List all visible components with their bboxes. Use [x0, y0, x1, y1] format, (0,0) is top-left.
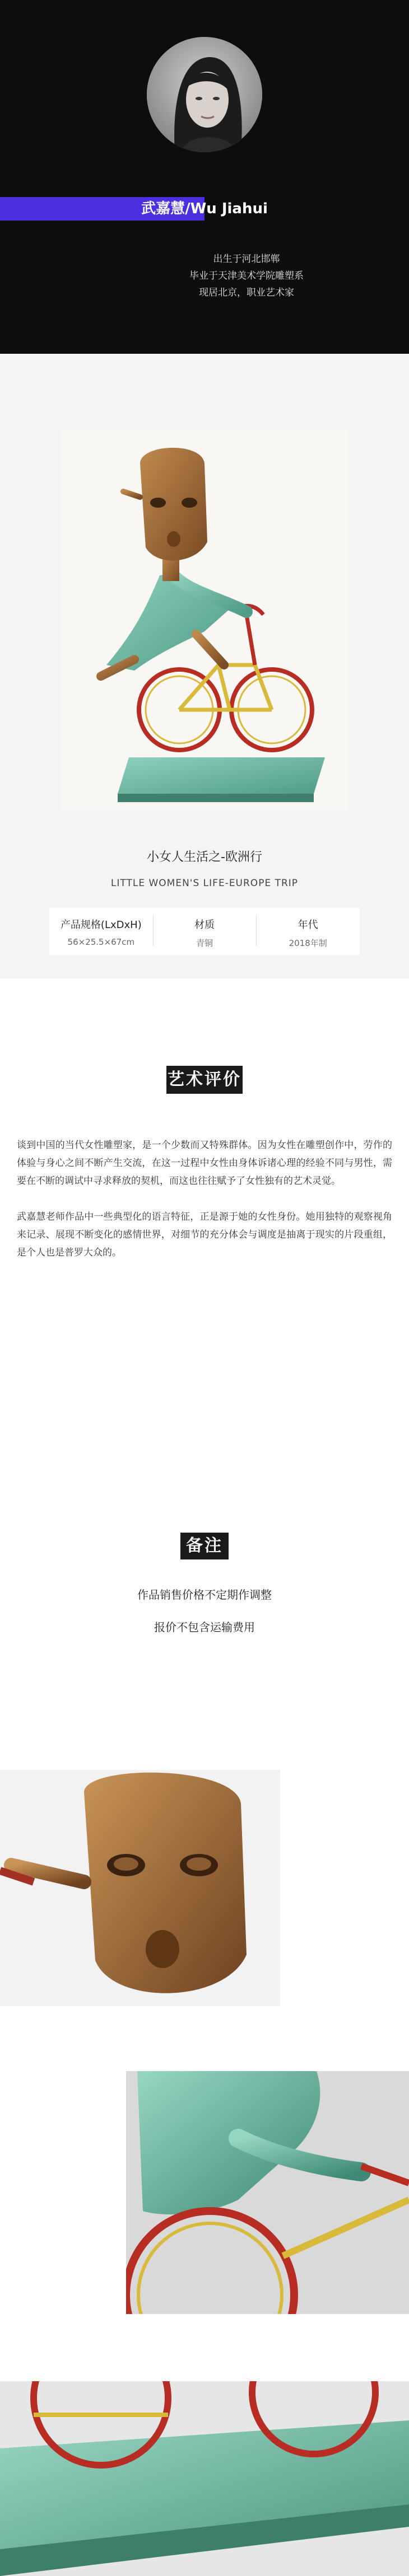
- spec-value: 青铜: [196, 938, 213, 948]
- artwork-section: [0, 354, 409, 978]
- artwork-title-cn: 小女人生活之-欧洲行: [147, 850, 262, 864]
- spec-table: [49, 908, 360, 955]
- spec-size: [49, 908, 153, 955]
- evaluation-paragraph: 武嘉慧老师作品中一些典型化的语言特征，正是源于她的女性身份。她用独特的观察视角来记录、展现不断变化的感情世界，对细节的充分体会与调度是抽离于现实的片段重组，是个人也是普罗大众的。: [17, 1211, 392, 1258]
- artist-bio: [0, 251, 409, 301]
- spec-value: 2018年制: [289, 938, 327, 948]
- evaluation-heading: 艺术评价: [166, 1066, 243, 1094]
- evaluation-text: [17, 1136, 392, 1262]
- artwork-title-en: LITTLE WOMEN'S LIFE-EUROPE TRIP: [110, 878, 299, 889]
- notes-list: [0, 1579, 409, 1643]
- detail-photo-head: [0, 1770, 280, 2006]
- bio-line: 出生于河北邯郸: [213, 254, 280, 265]
- spec-label: 年代: [298, 919, 318, 931]
- spec-label: 材质: [194, 919, 215, 931]
- spec-value: 56×25.5×67cm: [67, 937, 135, 947]
- evaluation-paragraph: 谈到中国的当代女性雕塑家，是一个少数而又特殊群体。因为女性在雕塑创作中，劳作的体验与身心之间不断产生交流，在这一过程中女性由身体诉诸心理的经验不同与男性，需要在不断的调试中寻求释放的契机，而这也往往赋予了女性独有的艺术灵觉。: [17, 1140, 392, 1187]
- detail-photo-base: [0, 2381, 409, 2576]
- detail-photo-dress: [126, 2071, 409, 2314]
- sculpture-photo: [62, 430, 347, 811]
- artist-avatar: [147, 37, 262, 152]
- bio-line: 现居北京，职业艺术家: [199, 287, 294, 298]
- spec-material: [153, 908, 257, 955]
- spec-year: [256, 908, 360, 955]
- spec-label: 产品规格(LxDxH): [60, 919, 142, 931]
- note-line: 报价不包含运输费用: [154, 1620, 255, 1634]
- notes-heading: 备注: [180, 1533, 229, 1559]
- artist-name: 武嘉慧/Wu Jiahui: [141, 200, 268, 217]
- bio-line: 毕业于天津美术学院雕塑系: [189, 270, 304, 282]
- artist-header: [0, 0, 409, 354]
- note-line: 作品销售价格不定期作调整: [137, 1588, 272, 1601]
